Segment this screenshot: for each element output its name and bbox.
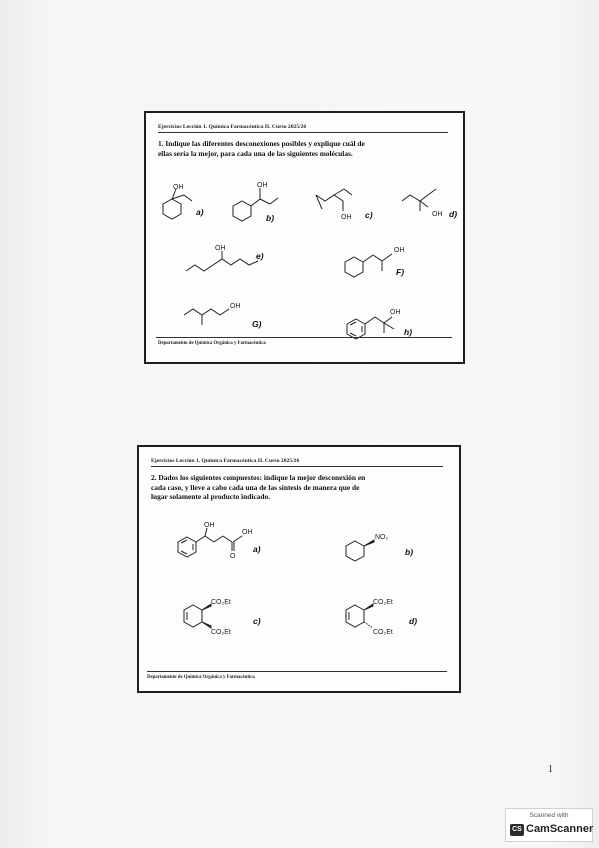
label-2c: c) [253,616,261,626]
molecule-f-ring [345,257,363,277]
exercise-sheet-1 [144,111,465,364]
sheet2-footer-rule [147,671,447,672]
sheet2-question-line-1: 2. Dados los siguientes compuestos: indique la mejor desconexión en [151,473,366,482]
molecule-b-oh: OH [257,182,268,189]
camscanner-caption: Scanned with [529,812,569,819]
molecule-2a-oh: OH [204,522,215,529]
molecule-d-oh: OH [432,211,443,218]
molecule-2b [341,523,431,569]
sheet2-header-rule [151,466,443,467]
label-2d: d) [409,616,418,626]
molecule-2b-no2: NO₂ [375,534,389,541]
sheet2-footer: Departamento de Química Orgánica y Farmacéutica [147,675,255,680]
sheet1-header: Ejercicios Lección 1. Química Farmacéutica II. Curso 2025/26 [158,124,307,130]
label-2a: a) [253,544,261,554]
molecule-2c-co2et-bottom: CO₂Et [211,629,231,636]
sheet1-footer: Departamento de Química Orgánica y Farmacéutica [158,341,266,346]
molecule-2c-co2et-top: CO₂Et [211,599,231,606]
molecule-f [340,237,420,287]
molecule-g-oh: OH [230,303,241,310]
camscanner-name: CamScanner [526,823,594,835]
page-number: 1 [548,764,553,775]
sheet2-question-line-2: cada caso, y lleve a cabo cada una de las síntesis de manera que de [151,482,360,492]
molecule-a-oh: OH [173,184,184,191]
camscanner-badge [505,808,593,842]
camscanner-logo-icon: CS [510,824,524,836]
molecule-2b-ring [346,541,364,561]
molecule-e [182,241,292,281]
molecule-g [180,297,286,337]
molecule-f-oh: OH [394,247,405,254]
molecule-c [312,183,386,223]
molecule-2d [339,591,439,643]
molecule-2a-acid-oh: OH [242,529,253,536]
molecule-2d-co2et-bottom: CO₂Et [373,629,393,636]
label-b: b) [266,213,275,223]
molecule-d [398,183,464,223]
molecule-a [154,181,214,229]
label-h: h) [404,327,413,337]
molecule-2a-o: O [230,553,236,560]
molecule-2a [173,521,293,571]
sheet1-footer-rule [156,337,452,338]
molecule-c-oh: OH [341,214,352,221]
molecule-b-ring [233,201,251,221]
molecule-2d-co2et-top: CO₂Et [373,599,393,606]
molecule-h-oh: OH [390,309,401,316]
label-f: F) [396,267,405,277]
label-g: G) [252,319,262,329]
sheet2-header: Ejercicios Lección 1. Química Farmacéutica II. Curso 2025/26 [151,458,300,464]
label-e: e) [256,251,264,261]
molecule-b [228,177,298,229]
label-c: c) [365,210,373,220]
label-2b: b) [405,547,414,557]
molecule-h [342,293,432,343]
molecule-2c [177,591,277,643]
exercise-sheet-2 [137,445,461,693]
molecule-e-oh: OH [215,245,226,252]
label-a: a) [196,207,204,217]
sheet1-question-line-2: ellas sería la mejor, para cada una de las siguientes moléculas. [158,148,353,158]
molecule-a-ring [163,199,181,219]
sheet1-question-line-1: 1. Indique las diferentes desconexiones posibles y explique cuál de [158,139,365,148]
sheet2-question [151,473,365,502]
sheet2-question-line-3: lugar solamente al producto indicado. [151,492,271,502]
sheet1-question [158,139,365,158]
label-d: d) [449,209,458,219]
sheet1-header-rule [158,132,448,133]
